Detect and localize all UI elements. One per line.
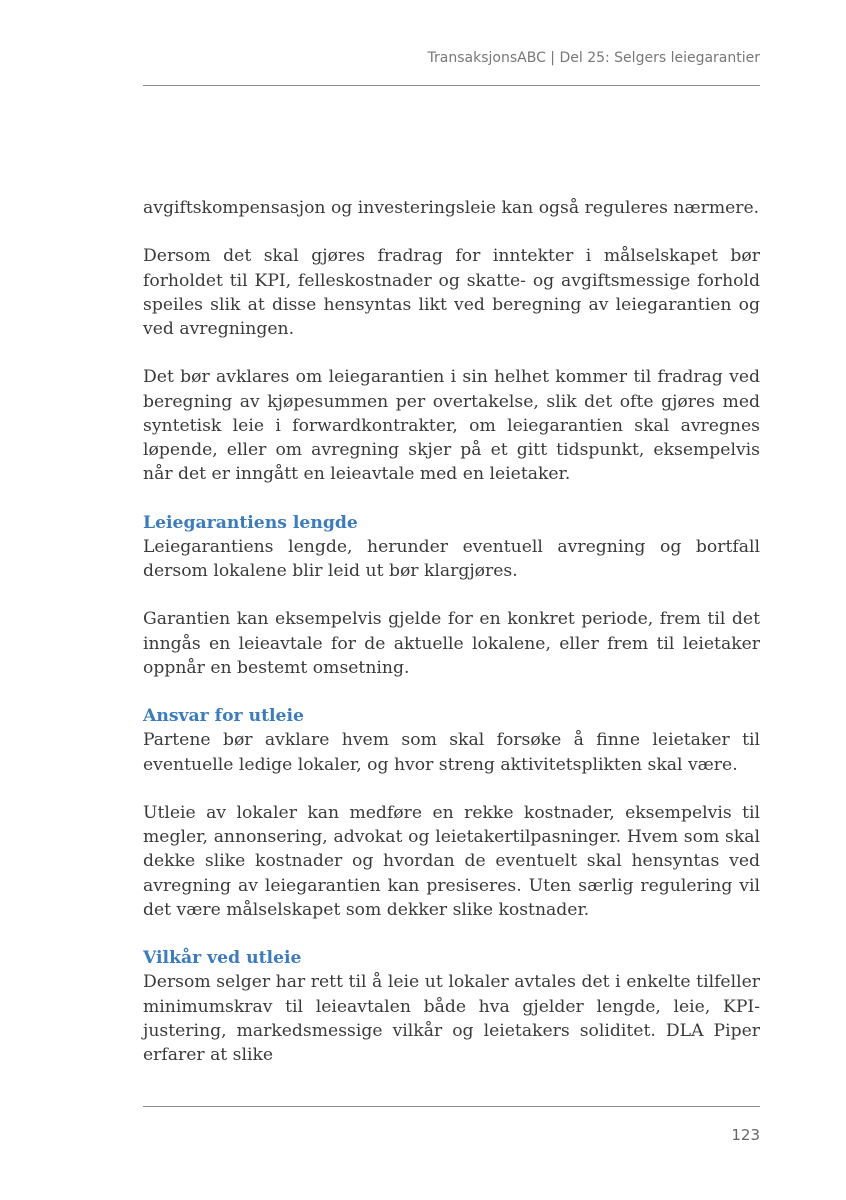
paragraph: Det bør avklares om leiegarantien i sin helhet kommer til fradrag ved beregning av kjøpesummen per overtakelse, slik det ofte gjøres med syntetisk leie i forwardkontrakter, om leiegarantien skal avregnes løpende, eller om avregning skjer på et gitt tidspunkt, eksempelvis når det er inngått en leieavtale med en leietaker. — [143, 367, 760, 485]
paragraph: Partene bør avklare hvem som skal forsøke å finne leietaker til eventuelle ledige lokaler, og hvor streng aktivitetsplikten skal være. — [143, 730, 760, 775]
paragraph: Utleie av lokaler kan medføre en rekke kostnader, eksempelvis til megler, annonsering, advokat og leietakertilpasninger. Hvem som skal dekke slike kostnader og hvordan de eventuelt skal hensyntas ved avregning av leiegarantien kan presiseres. Uten særlig regulering vil det være målselskapet som dekker slike kostnader. — [143, 802, 760, 920]
section-heading: Ansvar for utleie — [143, 706, 304, 727]
header-divider — [143, 85, 760, 86]
body-text — [143, 196, 760, 1091]
section-heading: Leiegarantiens lengde — [143, 512, 358, 533]
paragraph: avgiftskompensasjon og investeringsleie kan også reguleres nærmere. — [143, 198, 760, 218]
section-vilkar-ved-utleie — [143, 946, 760, 1067]
section-heading: Vilkår ved utleie — [143, 948, 302, 969]
page-number: 123 — [731, 1126, 760, 1144]
paragraph: Dersom selger har rett til å leie ut lokaler avtales det i enkelte tilfeller minimumskrav til leieavtalen både hva gjelder lengde, leie, KPI-justering, markedsmessige vilkår og leietakers soliditet. DLA Piper erfarer at slike — [143, 972, 760, 1065]
footer-divider — [143, 1106, 760, 1107]
paragraph: Dersom det skal gjøres fradrag for inntekter i målselskapet bør forholdet til KPI, felleskostnader og skatte- og avgiftsmessige forhold speiles slik at disse hensyntas likt ved beregning av leiegarantien og ved avregningen. — [143, 246, 760, 339]
running-header: TransaksjonsABC | Del 25: Selgers leiegarantier — [427, 50, 760, 66]
section-leiegarantiens-lengde — [143, 511, 760, 680]
paragraph: Garantien kan eksempelvis gjelde for en konkret periode, frem til det inngås en leieavtale for de aktuelle lokalene, eller frem til leietaker oppnår en bestemt omsetning. — [143, 609, 760, 678]
paragraph: Leiegarantiens lengde, herunder eventuell avregning og bortfall dersom lokalene blir leid ut bør klargjøres. — [143, 536, 760, 581]
section-ansvar-for-utleie — [143, 704, 760, 922]
